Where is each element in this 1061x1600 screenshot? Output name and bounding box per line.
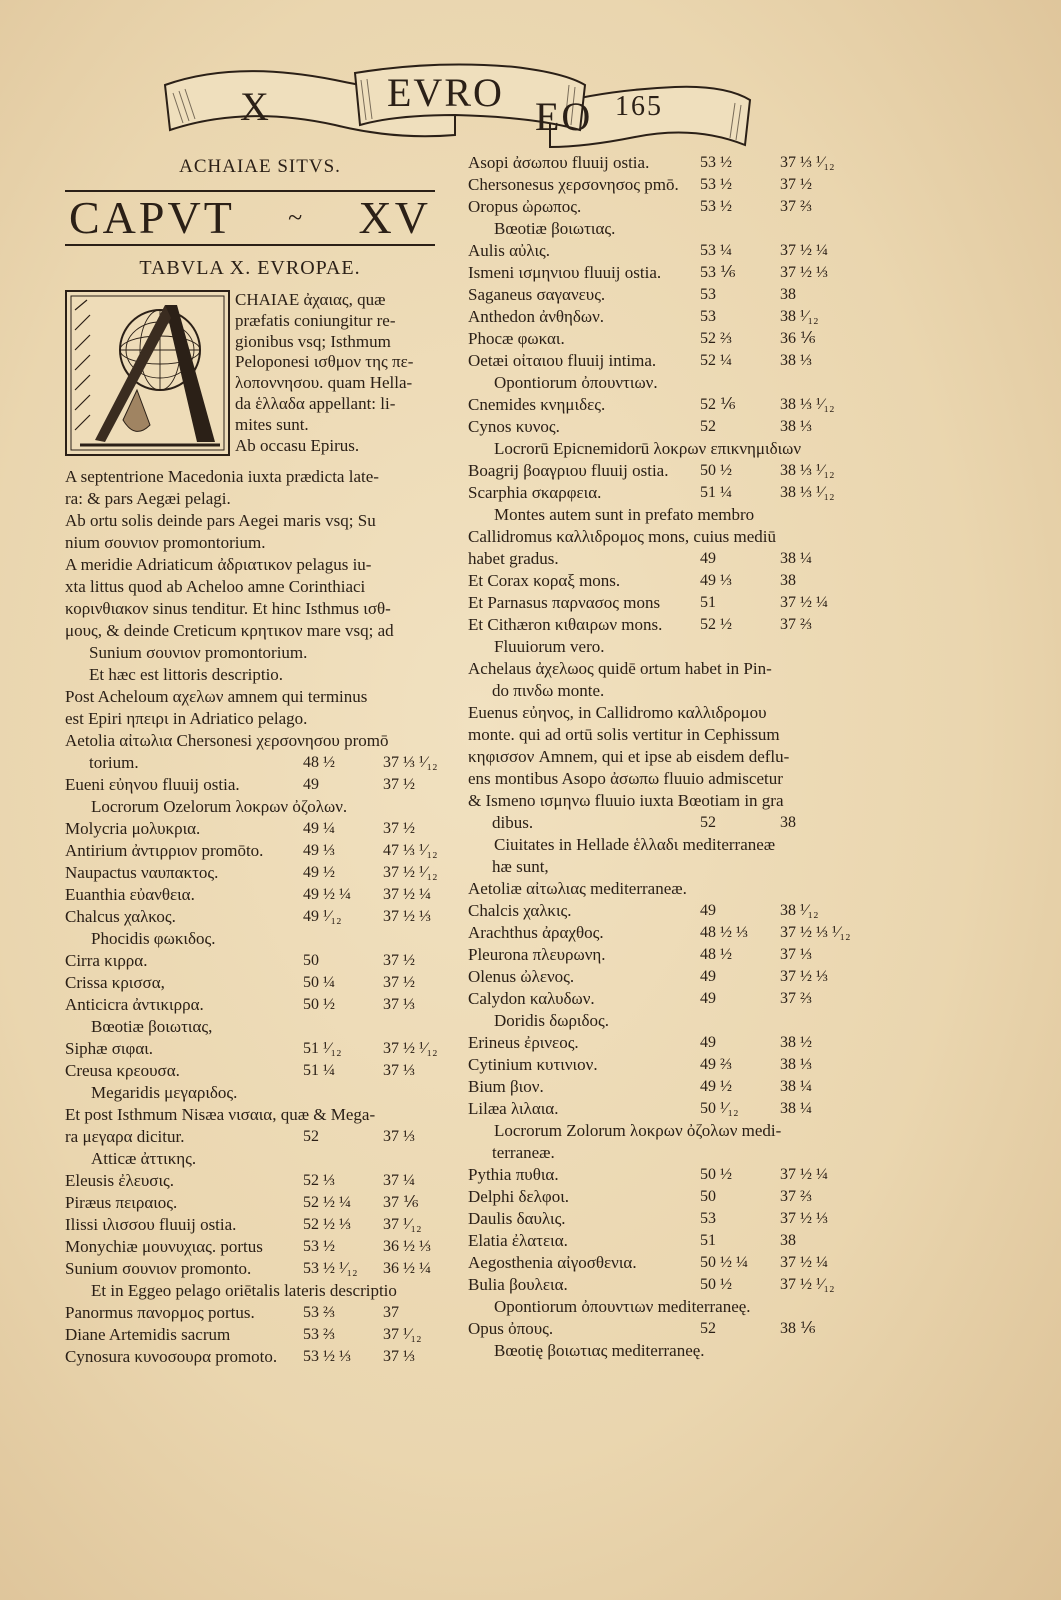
longitude-value: 49	[700, 902, 716, 919]
longitude-value: 53 ½	[700, 176, 732, 193]
place-name: Eleusis ἐλευσις.	[65, 1171, 175, 1190]
longitude-value: 53 ½ ⅓	[303, 1348, 351, 1365]
latitude-value: 37 ½ ⅓	[383, 908, 431, 925]
latitude-value: 37 ¹⁄₁₂	[383, 1216, 422, 1233]
place-name: Cynos κυνος.	[468, 417, 560, 436]
place-name: Et Corax κοραξ mons.	[468, 571, 621, 590]
latitude-value: 37 ½ ⅓	[780, 968, 828, 985]
place-name: Oetæi οἰταιου fluuij intima.	[468, 351, 657, 370]
longitude-value: 53	[700, 308, 716, 325]
longitude-value: 53 ⅙	[700, 264, 736, 281]
latitude-value: 38 ⅓	[780, 352, 812, 369]
right-coordinates-list	[468, 152, 851, 1362]
latitude-value: 37 ⅓ ¹⁄₁₂	[383, 754, 438, 771]
text-line: mites sunt.	[235, 414, 309, 434]
longitude-value: 49	[700, 1034, 716, 1051]
longitude-value: 50 ¼	[303, 974, 335, 991]
longitude-value: 53 ⅔	[303, 1304, 335, 1321]
latitude-value: 38 ⅓ ¹⁄₁₂	[780, 462, 835, 479]
subheading: Locrorum Ozelorum λοκρων ὀζολων.	[91, 797, 348, 816]
place-name: Anthedon ἀνθηδων.	[468, 307, 605, 326]
place-name: Erineus ἐρινεος.	[468, 1033, 579, 1052]
table-row	[65, 1302, 435, 1324]
longitude-value: 49 ⅓	[303, 842, 335, 859]
place-name: dibus.	[492, 813, 534, 832]
latitude-value: 37 ⅓	[383, 1128, 415, 1145]
text-line: gionibus vsq; Isthmum	[235, 331, 391, 351]
place-name: Cynosura κυνοσουρα promoto.	[65, 1347, 278, 1366]
place-name: Cnemides κνημιδες.	[468, 395, 606, 414]
table-row	[468, 570, 848, 592]
place-name: Asopi ἀσωπου fluuij ostia.	[468, 153, 650, 172]
latitude-value: 37 ½	[383, 820, 415, 837]
longitude-value: 53 ⅔	[303, 1326, 335, 1343]
leaf-ornament-icon: ~	[288, 203, 306, 232]
place-name: Piræus πειραιος.	[65, 1193, 178, 1212]
table-row	[468, 1164, 848, 1186]
table-row	[468, 174, 848, 196]
section-title: ACHAIAE SITVS.	[179, 156, 341, 177]
text-line: λοποννησου. quam Hella-	[235, 373, 413, 393]
place-name: Opus ὀπους.	[468, 1319, 554, 1338]
place-name: Lilæa λιλαια.	[468, 1099, 559, 1118]
longitude-value: 51 ¹⁄₁₂	[303, 1040, 342, 1057]
text-line: do πινδω monte.	[492, 681, 605, 700]
latitude-value: 37 ½ ¼	[780, 1166, 828, 1183]
latitude-value: 37 ⅓	[383, 1062, 415, 1079]
place-name: Aegosthenia αἰγοσθενια.	[468, 1253, 637, 1272]
latitude-value: 38 ¼	[780, 1100, 812, 1117]
subheading: Fluuiorum vero.	[494, 637, 605, 656]
longitude-value: 50 ½	[303, 996, 335, 1013]
place-name: Bium βιον.	[468, 1077, 544, 1096]
latitude-value: 37 ½	[383, 952, 415, 969]
latitude-value: 38	[780, 286, 796, 303]
table-row	[65, 884, 435, 906]
latitude-value: 36 ½ ⅓	[383, 1238, 431, 1255]
subheading: Locrorū Epicnemidorū λοκρων επικνημιδιων	[494, 439, 802, 458]
longitude-value: 53 ½	[700, 154, 732, 171]
place-name: Arachthus ἀραχθος.	[468, 923, 604, 942]
latitude-value: 37 ⅓	[383, 1348, 415, 1365]
table-row	[65, 1060, 435, 1082]
place-name: Boagrij βοαγριου fluuij ostia.	[468, 461, 669, 480]
right-column	[468, 150, 851, 1362]
longitude-value: 52 ½	[700, 616, 732, 633]
latitude-value: 38 ⅓	[780, 418, 812, 435]
place-name: Chalcus χαλκος.	[65, 907, 176, 926]
latitude-value: 37 ½ ¹⁄₁₂	[780, 1276, 835, 1293]
place-name: Scarphia σκαρφεια.	[468, 483, 602, 502]
text-line: Sunium σουνιον promontorium.	[89, 643, 308, 662]
table-row	[468, 328, 848, 350]
latitude-value: 36 ⅙	[780, 330, 816, 347]
banner-left-numeral: X	[240, 84, 271, 129]
longitude-value: 50 ½ ¼	[700, 1254, 748, 1271]
text-line: Aetoliæ αἰτωλιας mediterraneæ.	[468, 879, 687, 898]
latitude-value: 37 ¹⁄₁₂	[383, 1326, 422, 1343]
place-name: Chalcis χαλκις.	[468, 901, 572, 920]
place-name: Calydon καλυδων.	[468, 989, 595, 1008]
longitude-value: 53 ½ ¹⁄₁₂	[303, 1260, 358, 1277]
text-line: Euenus εὐηνος, in Callidromo καλλιδρομου	[468, 703, 767, 722]
table-row	[65, 1236, 435, 1258]
place-name: Siphæ σιφαι.	[65, 1039, 154, 1058]
text-line: ra: & pars Aegæi pelagi.	[65, 489, 231, 508]
table-row	[65, 818, 435, 840]
table-row	[65, 774, 435, 796]
text-line: ens montibus Asopo ἀσωπω fluuio admiscetur	[468, 769, 783, 788]
table-row	[468, 196, 848, 218]
longitude-value: 49 ½ ¼	[303, 886, 351, 903]
text-line: Et hæc est littoris descriptio.	[89, 665, 284, 684]
place-name: Cirra κιρρα.	[65, 951, 148, 970]
table-row	[468, 350, 848, 372]
table-title: TABVLA X. EVROPAE.	[139, 257, 361, 279]
table-row	[65, 1038, 438, 1060]
place-name: Pythia πυθια.	[468, 1165, 559, 1184]
text-line: terraneæ.	[492, 1143, 555, 1162]
chapter-number: XV	[358, 192, 431, 243]
page-number: 165	[615, 91, 663, 122]
latitude-value: 37 ½ ⅓	[780, 264, 828, 281]
table-row	[468, 306, 848, 328]
subheading: Opontiorum ὀπουντιων mediterraneę.	[494, 1297, 751, 1316]
place-name: Aulis αὐλις.	[468, 241, 551, 260]
place-name: Euanthia εὐανθεια.	[65, 885, 195, 904]
place-name: Sunium σουνιον promonto.	[65, 1259, 252, 1278]
left-coordinates-list	[65, 466, 438, 1368]
table-row	[468, 1252, 848, 1274]
latitude-value: 37 ½ ⅓	[780, 1210, 828, 1227]
table-row	[468, 1054, 848, 1076]
latitude-value: 37 ¼	[383, 1172, 415, 1189]
place-name: Chersonesus χερσονησος pmō.	[468, 175, 679, 194]
latitude-value: 38 ¼	[780, 1078, 812, 1095]
table-row	[65, 972, 435, 994]
longitude-value: 52	[700, 814, 716, 831]
longitude-value: 50 ¹⁄₁₂	[700, 1100, 739, 1117]
latitude-value: 37 ½	[383, 974, 415, 991]
table-row	[65, 1346, 435, 1368]
place-name: Bulia βουλεια.	[468, 1275, 568, 1294]
longitude-value: 50 ½	[700, 462, 732, 479]
text-line: Peloponesi ισθμον της πε-	[235, 352, 414, 372]
latitude-value: 37 ⅙	[383, 1194, 419, 1211]
longitude-value: 51	[700, 1232, 716, 1249]
longitude-value: 49	[303, 776, 319, 793]
latitude-value: 37 ⅔	[780, 1188, 812, 1205]
text-line: nium σουνιον promontorium.	[65, 533, 266, 552]
table-row	[468, 460, 848, 482]
header-banner	[155, 55, 755, 160]
latitude-value: 37 ½ ¼	[780, 1254, 828, 1271]
longitude-value: 49	[700, 990, 716, 1007]
table-row	[468, 1208, 848, 1230]
table-row	[468, 152, 848, 174]
place-name: Pleurona πλευρωνη.	[468, 945, 606, 964]
subheading: Montes autem sunt in prefato membro	[494, 505, 755, 524]
longitude-value: 50 ½	[700, 1166, 732, 1183]
latitude-value: 37 ½ ¼	[383, 886, 431, 903]
subheading: Bœotię βοιωτιας mediterraneę.	[494, 1341, 705, 1360]
latitude-value: 37 ⅔	[780, 616, 812, 633]
table-row	[65, 950, 435, 972]
text-line: Ab ortu solis deinde pars Aegei maris vsq; Su	[65, 511, 376, 530]
place-name: Et Parnasus παρνασος mons	[468, 593, 661, 612]
latitude-value: 37 ½ ¼	[780, 242, 828, 259]
subheading: Bœotiæ βοιωτιας,	[91, 1017, 213, 1036]
longitude-value: 49 ¼	[303, 820, 335, 837]
table-row	[468, 900, 848, 922]
text-line: Et post Isthmum Nisæa νισαια, quæ & Mega-	[65, 1105, 376, 1124]
place-name: Antirium ἀντιρριον promōto.	[65, 841, 264, 860]
longitude-value: 49	[700, 550, 716, 567]
latitude-value: 37 ½ ¹⁄₁₂	[383, 1040, 438, 1057]
table-row	[468, 922, 851, 944]
latitude-value: 37 ½ ¹⁄₁₂	[383, 864, 438, 881]
latitude-value: 38 ⅙	[780, 1320, 816, 1337]
text-line: A septentrione Macedonia iuxta prædicta late-	[65, 467, 379, 486]
table-row	[65, 1214, 435, 1236]
dropcap-text	[235, 290, 435, 456]
table-row	[468, 240, 848, 262]
longitude-value: 52 ⅙	[700, 396, 736, 413]
longitude-value: 52	[700, 418, 716, 435]
table-row	[468, 1274, 848, 1296]
table-row	[468, 1186, 848, 1208]
longitude-value: 49 ½	[303, 864, 335, 881]
longitude-value: 48 ½	[303, 754, 335, 771]
table-row	[468, 284, 848, 306]
table-row	[468, 966, 848, 988]
place-name: Delphi δελφοι.	[468, 1187, 570, 1206]
table-row	[468, 416, 848, 438]
latitude-value: 37 ⅓ ¹⁄₁₂	[780, 154, 835, 171]
left-column	[65, 150, 438, 1368]
longitude-value: 50	[303, 952, 319, 969]
table-row	[468, 482, 848, 504]
table-row	[468, 1032, 848, 1054]
longitude-value: 53	[700, 1210, 716, 1227]
table-row	[65, 906, 435, 928]
text-line: monte. qui ad ortū solis vertitur in Cephissum	[468, 725, 780, 744]
latitude-value: 47 ⅓ ¹⁄₁₂	[383, 842, 438, 859]
latitude-value: 37 ⅓	[780, 946, 812, 963]
table-row	[468, 548, 848, 570]
place-name: Olenus ὠλενος.	[468, 967, 575, 986]
table-row	[468, 1318, 848, 1340]
place-name: Elatia ἐλατεια.	[468, 1231, 568, 1250]
place-name: Diane Artemidis sacrum	[65, 1325, 231, 1344]
dropcap-letter-a-with-globe-icon	[65, 290, 230, 456]
text-line: Achelaus ἀχελωος quidē ortum habet in Pin-	[468, 659, 772, 678]
subheading: Atticæ ἀττικης.	[91, 1149, 197, 1168]
text-line: A meridie Adriaticum ἀδριατικον pelagus iu-	[65, 555, 372, 574]
latitude-value: 38 ¹⁄₁₂	[780, 308, 819, 325]
text-line: & Ismeno ισμηνω fluuio iuxta Bœotiam in gra	[468, 791, 784, 810]
longitude-value: 51 ¼	[700, 484, 732, 501]
place-name: Ismeni ισμηνιου fluuij ostia.	[468, 263, 662, 282]
place-name: habet gradus.	[468, 549, 559, 568]
place-name: Ilissi ιλισσου fluuij ostia.	[65, 1215, 237, 1234]
longitude-value: 52	[303, 1128, 319, 1145]
latitude-value: 37 ½ ¼	[780, 594, 828, 611]
place-name: Eueni εὐηνου fluuij ostia.	[65, 775, 240, 794]
table-row	[468, 812, 848, 834]
opening-paragraph	[65, 290, 435, 458]
subheading: Opontiorum ὀπουντιων.	[494, 373, 658, 392]
place-name: Anticicra ἀντικιρρα.	[65, 995, 204, 1014]
table-row	[65, 1126, 435, 1148]
text-line: Ab occasu Epirus.	[235, 435, 360, 455]
longitude-value: 49 ⅓	[700, 572, 732, 589]
table-row	[65, 862, 438, 884]
longitude-value: 52 ½ ⅓	[303, 1216, 351, 1233]
table-row	[65, 840, 438, 862]
text-line: Post Acheloum αχελων amnem qui terminus	[65, 687, 368, 706]
table-row	[468, 262, 848, 284]
latitude-value: 38 ⅓ ¹⁄₁₂	[780, 484, 835, 501]
latitude-value: 36 ½ ¼	[383, 1260, 431, 1277]
longitude-value: 52 ¼	[700, 352, 732, 369]
place-name: Crissa κρισσα,	[65, 973, 165, 992]
longitude-value: 51 ¼	[303, 1062, 335, 1079]
subheading: Megaridis μεγαριδος.	[91, 1083, 238, 1102]
subheading: Doridis δωριδος.	[494, 1011, 609, 1030]
text-line: Aetolia αἰτωλια Chersonesi χερσονησου promō	[65, 731, 389, 750]
longitude-value: 50	[700, 1188, 716, 1205]
place-name: Saganeus σαγανευς.	[468, 285, 606, 304]
table-row	[468, 1230, 848, 1252]
subheading: Bœotiæ βοιωτιας.	[494, 219, 616, 238]
subheading: Locrorum Zolorum λοκρων ὀζολων medi-	[494, 1121, 782, 1140]
latitude-value: 37 ⅓	[383, 996, 415, 1013]
latitude-value: 37 ½	[383, 776, 415, 793]
place-name: Naupactus ναυπακτος.	[65, 863, 219, 882]
place-name: Panormus πανορμος portus.	[65, 1303, 255, 1322]
latitude-value: 38 ⅓	[780, 1056, 812, 1073]
place-name: Creusa κρεουσα.	[65, 1061, 180, 1080]
place-name: Molycria μολυκρια.	[65, 819, 201, 838]
longitude-value: 51	[700, 594, 716, 611]
latitude-value: 38 ½	[780, 1034, 812, 1051]
table-row	[468, 592, 848, 614]
subheading: Ciuitates in Hellade ἑλλαδι mediterraneæ	[494, 835, 776, 854]
place-name: Daulis δαυλις.	[468, 1209, 566, 1228]
text-line: xta littus quod ab Acheloo amne Corinthiaci	[65, 577, 366, 596]
latitude-value: 38 ¼	[780, 550, 812, 567]
table-row	[468, 1098, 848, 1120]
longitude-value: 52 ⅓	[303, 1172, 335, 1189]
table-row	[65, 1170, 435, 1192]
table-row	[65, 1324, 435, 1346]
subheading: Phocidis φωκιδος.	[91, 929, 216, 948]
place-name: Phocæ φωκαι.	[468, 329, 565, 348]
banner-right-text: EO	[535, 94, 593, 139]
table-row	[468, 1076, 848, 1098]
place-name: Cytinium κυτινιον.	[468, 1055, 598, 1074]
table-row	[65, 994, 435, 1016]
longitude-value: 52 ½ ¼	[303, 1194, 351, 1211]
table-row	[65, 1258, 435, 1280]
table-row	[468, 614, 848, 636]
longitude-value: 52	[700, 1320, 716, 1337]
latitude-value: 38	[780, 1232, 796, 1249]
text-line: præfatis coniungitur re-	[235, 310, 396, 330]
chapter-label: CAPVT	[69, 192, 235, 243]
latitude-value: 37 ½ ⅓ ¹⁄₁₂	[780, 924, 851, 941]
latitude-value: 37 ½	[780, 176, 812, 193]
table-row	[468, 944, 848, 966]
longitude-value: 50 ½	[700, 1276, 732, 1293]
text-line: est Epiri ηπειρι in Adriatico pelago.	[65, 709, 308, 728]
text-line: κηφισσον Amnem, qui et ipse ab eisdem deflu-	[468, 747, 790, 766]
longitude-value: 53 ¼	[700, 242, 732, 259]
table-row	[468, 394, 848, 416]
place-name: ra μεγαρα dicitur.	[65, 1127, 185, 1146]
table-row	[65, 1192, 435, 1214]
subheading: Et in Eggeo pelago oriētalis lateris descriptio	[91, 1281, 397, 1300]
chapter-heading	[65, 190, 435, 246]
text-line: μους, & deinde Creticum κρητικον mare vsq; ad	[65, 621, 394, 640]
longitude-value: 48 ½	[700, 946, 732, 963]
latitude-value: 38	[780, 814, 796, 831]
latitude-value: 37 ⅔	[780, 198, 812, 215]
latitude-value: 37 ⅔	[780, 990, 812, 1007]
latitude-value: 38 ⅓ ¹⁄₁₂	[780, 396, 835, 413]
text-line: hæ sunt,	[492, 857, 549, 876]
place-name: torium.	[89, 753, 139, 772]
longitude-value: 53 ½	[303, 1238, 335, 1255]
longitude-value: 49 ½	[700, 1078, 732, 1095]
place-name: Monychiæ μουνυχιας. portus	[65, 1237, 263, 1256]
longitude-value: 53 ½	[700, 198, 732, 215]
latitude-value: 37	[383, 1304, 399, 1321]
longitude-value: 48 ½ ⅓	[700, 924, 748, 941]
latitude-value: 38 ¹⁄₁₂	[780, 902, 819, 919]
banner-center-text: EVRO	[387, 70, 504, 115]
latitude-value: 38	[780, 572, 796, 589]
text-line: da ἑλλαδα appellant: li-	[235, 393, 396, 413]
longitude-value: 49	[700, 968, 716, 985]
place-name: Oropus ὠρωπος.	[468, 197, 582, 216]
text-line: CHAIAE ἀχαιας, quæ	[235, 290, 386, 309]
table-row	[468, 988, 848, 1010]
text-line: κορινθιακον sinus tenditur. Et hinc Isthmus ισθ-	[65, 599, 391, 618]
place-name: Et Cithæron κιθαιρων mons.	[468, 615, 663, 634]
longitude-value: 49 ⅔	[700, 1056, 732, 1073]
longitude-value: 53	[700, 286, 716, 303]
text-line: Callidromus καλλιδρομος mons, cuius mediū	[468, 527, 777, 546]
longitude-value: 49 ¹⁄₁₂	[303, 908, 342, 925]
longitude-value: 52 ⅔	[700, 330, 732, 347]
table-row	[65, 752, 438, 774]
